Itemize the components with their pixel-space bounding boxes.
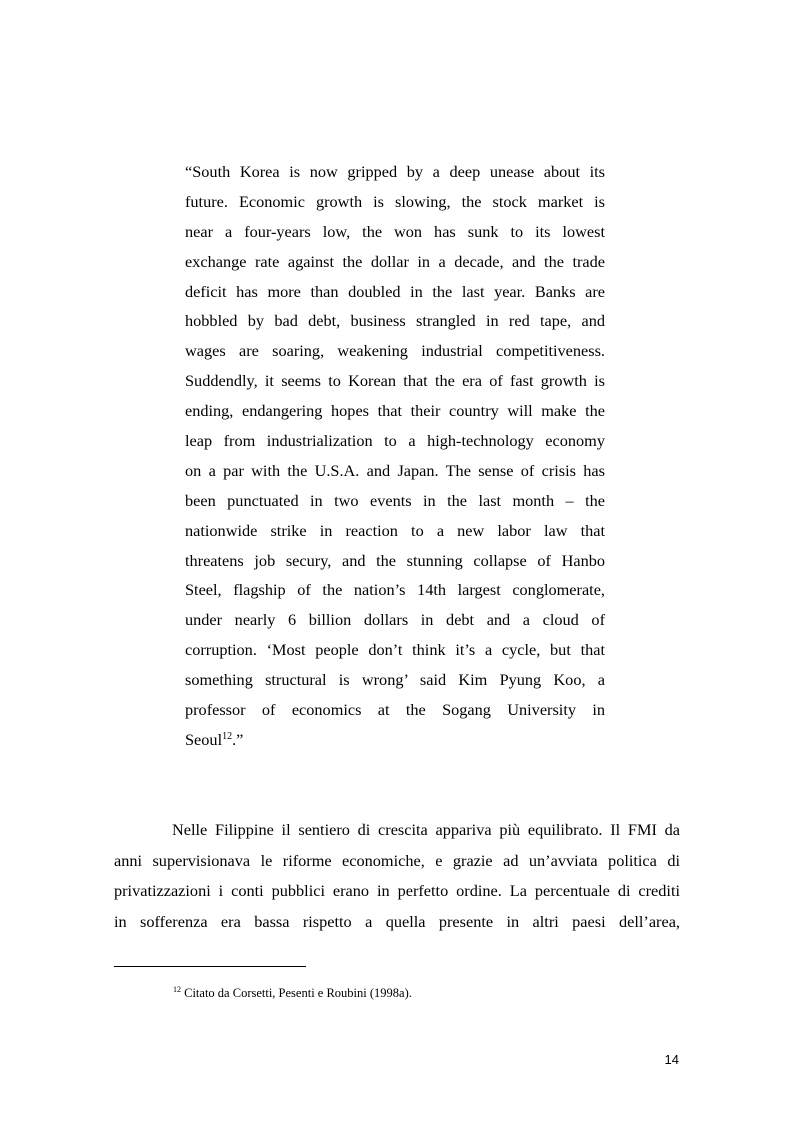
paragraph-line: anni supervisionava le riforme economiche, e grazie ad un’avviata politica di (114, 850, 680, 870)
quote-line: “South Korea is now gripped by a deep unease about its (185, 162, 605, 181)
paragraph-line: privatizzazioni i conti pubblici erano in perfetto ordine. La percentuale di crediti (114, 881, 680, 900)
footnote-text: Citato da Corsetti, Pesenti e Roubini (1998a). (184, 986, 412, 1000)
footnote-number: 12 (173, 985, 181, 994)
quote-line: Suddendly, it seems to Korean that the era of fast growth is (185, 371, 605, 391)
quote-closing: .” (232, 729, 244, 749)
quote-line: wages are soaring, weakening industrial competitiveness. (185, 341, 605, 361)
footnote-separator (114, 966, 306, 967)
quote-line: Steel, flagship of the nation’s 14th largest conglomerate, (185, 580, 605, 600)
quote-line: near a four-years low, the won has sunk to its lowest (185, 221, 605, 241)
page-number: 14 (664, 1052, 679, 1067)
quote-line: ending, endangering hopes that their country will make the (185, 401, 605, 421)
quote-line: on a par with the U.S.A. and Japan. The sense of crisis has (185, 460, 605, 480)
quote-last-line (185, 725, 605, 755)
quote-line: nationwide strike in reaction to a new labor law that (185, 520, 605, 540)
quote-line: exchange rate against the dollar in a decade, and the trade (185, 251, 605, 271)
quote-line: deficit has more than doubled in the last year. Banks are (185, 281, 605, 301)
quote-line: hobbled by bad debt, business strangled in red tape, and (185, 311, 605, 331)
quote-line: professor of economics at the Sogang University in (185, 700, 605, 720)
footnote-reference[interactable]: 12 (222, 730, 233, 742)
quote-line: under nearly 6 billion dollars in debt and a cloud of (185, 610, 605, 630)
paragraph-line: Nelle Filippine il sentiero di crescita appariva più equilibrato. Il FMI da (172, 820, 680, 839)
body-paragraph (114, 815, 680, 937)
paragraph-line: in sofferenza era bassa rispetto a quella presente in altri paesi dell’area, (114, 911, 680, 931)
quote-line: threatens job secury, and the stunning collapse of Hanbo (185, 550, 605, 570)
quote-line: corruption. ‘Most people don’t think it’s a cycle, but that (185, 640, 605, 660)
quote-line: future. Economic growth is slowing, the stock market is (185, 191, 605, 211)
block-quote (185, 157, 605, 755)
quote-last-text: Seoul (185, 729, 223, 749)
quote-line: something structural is wrong’ said Kim Pyung Koo, a (185, 670, 605, 690)
quote-line: been punctuated in two events in the last month – the (185, 490, 605, 510)
footnote (173, 984, 412, 1002)
quote-line: leap from industrialization to a high-technology economy (185, 431, 605, 451)
